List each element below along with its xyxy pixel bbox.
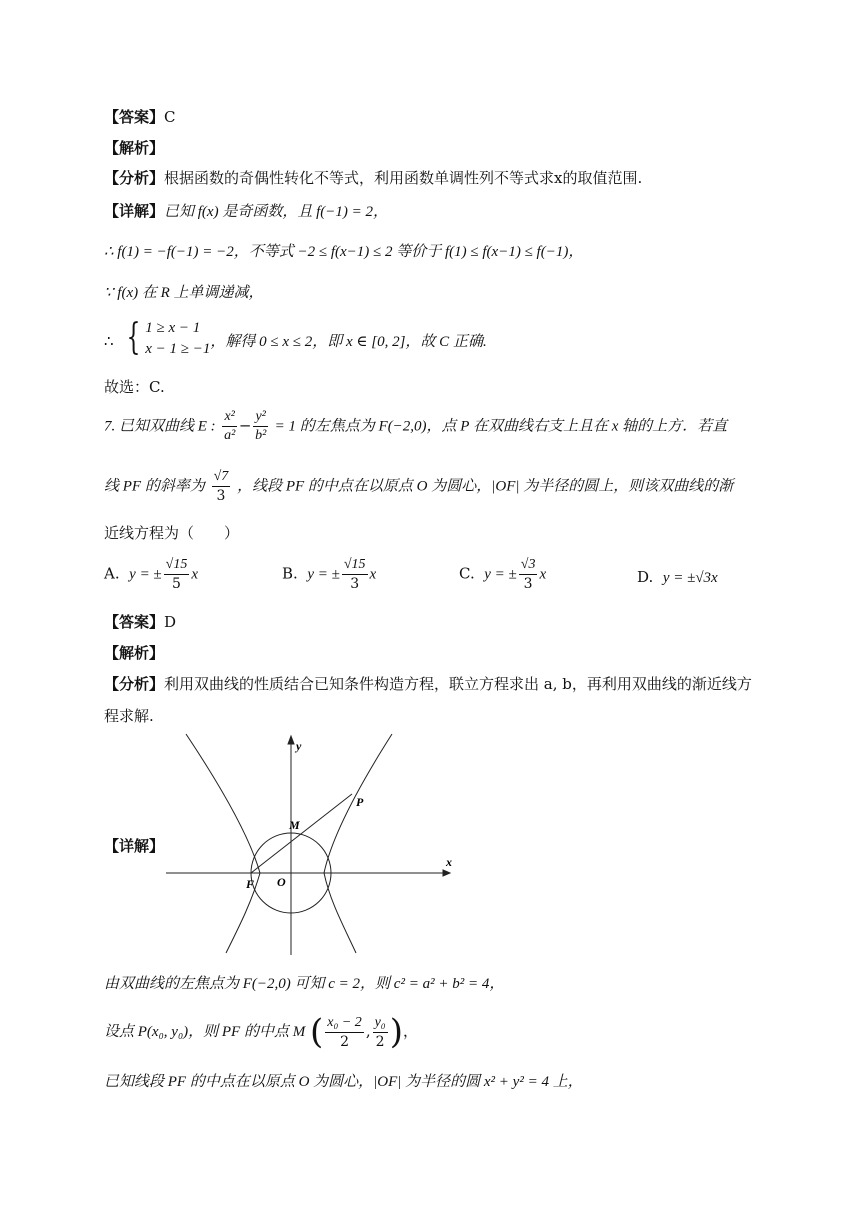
detail-line-3: ∵ f(x) 在 R 上单调递减， — [104, 285, 264, 301]
system-of-inequalities: 1 ≥ x − 1 x − 1 ≥ −1 — [145, 320, 211, 357]
detail-line-1: 【详解】已知 f(x) 是奇函数，且 f(−1) = 2， — [104, 202, 388, 220]
detail-line-2: ∴ f(1) = −f(−1) = −2，不等式 −2 ≤ f(x−1) ≤ 2 等价于 f(1) ≤ f(x−1) ≤ f(−1)， — [104, 244, 584, 260]
label-y: y — [296, 739, 302, 753]
stem-fraction-y: $\frac{\text{y²}}{\text{b²}}$ — [255, 409, 267, 443]
option-c: C. y = ± $\frac{√3}{3}$ x — [459, 557, 547, 592]
option-b: B. y = ± $\frac{√15}{3}$ x — [282, 557, 377, 592]
detail-line-last: 已知线段 PF 的中点在以原点 O 为圆心，|OF| 为半径的圆 x² + y² = 4 上， — [104, 1074, 583, 1090]
hyperbola-left-branch — [186, 734, 260, 953]
option-a: A. y = ± $\frac{√15}{5}$ x — [104, 557, 199, 592]
midpoint-paren-left: ( — [310, 1012, 324, 1052]
slope-fraction: $\frac{√7}{3}$ — [213, 469, 229, 504]
label-p: P — [356, 795, 364, 809]
detail-label-2: 【详解】 — [104, 837, 165, 855]
detail-line-m: 设点 P(x₀, y₀)，则 PF 的中点 M ( $\frac{\text{x₀ − 2}}{2}$ , $\frac{\text{y₀}}{2}$ )， — [104, 1012, 418, 1052]
q7-stem-line-1: 7. 已知双曲线 E : $\frac{\text{x²}}{\text{a²}}$ − $\frac{\text{y²}}{\text{b²}}$ = 1 的左焦点为 F(−2,0)，点 P 在双曲线右支上且在 x 轴的上方．若直 — [104, 409, 728, 443]
label-o: O — [277, 875, 286, 889]
label-f: F — [246, 877, 255, 891]
answer-line-1 — [104, 106, 176, 127]
detail-text-1: 已知 f(x) 是奇函数，且 f(−1) = 2， — [164, 204, 388, 220]
stem-fraction-x: $\frac{\text{x²}}{\text{a²}}$ — [224, 409, 236, 443]
fenxi-line-1: 【分析】根据函数的奇偶性转化不等式，利用函数单调性列不等式求x的取值范围. — [104, 169, 643, 187]
label-m: M — [289, 818, 300, 832]
y-axis-arrow — [288, 736, 294, 744]
hyperbola-right-branch — [324, 734, 392, 953]
midpoint-paren-right: ) — [389, 1012, 403, 1052]
detail-line-c: 由双曲线的左焦点为 F(−2,0) 可知 c = 2，则 c² = a² + b² = 4， — [104, 976, 505, 992]
q7-stem-line-3: 近线方程为（ ） — [104, 524, 240, 542]
answer-line-2: 【答案】D — [104, 613, 177, 631]
analysis-label-2: 【解析】 — [104, 644, 165, 662]
label-x: x — [446, 855, 452, 869]
choose-line-1: 故选：C. — [104, 378, 165, 396]
fenxi-text-1: 根据函数的奇偶性转化不等式，利用函数单调性列不等式求x的取值范围. — [164, 169, 643, 187]
answer-value: C — [164, 108, 176, 126]
answer-value-2: D — [164, 613, 177, 631]
q7-stem-line-2: 线 PF 的斜率为 $\frac{√7}{3}$ ，线段 PF 的中点在以原点 O 为圆心，|OF| 为半径的圆上，则该双曲线的渐 — [104, 469, 734, 504]
answer-label: 【答案】 — [104, 108, 165, 126]
fenxi-line-2: 【分析】利用双曲线的性质结合已知条件构造方程，联立方程求出 a, b，再利用双曲线的渐近线方 — [104, 675, 752, 693]
system-brace: { — [126, 317, 141, 358]
system-line: ∴ { 1 ≥ x − 1 x − 1 ≥ −1 ，解得 0 ≤ x ≤ 2，即 x ∈ [0, 2]，故 C 正确. — [104, 317, 487, 358]
option-d: D. y = ±√3x — [637, 568, 718, 586]
x-axis-arrow — [443, 870, 450, 876]
fenxi-line-2b: 程求解. — [104, 707, 154, 725]
hyperbola-figure — [160, 730, 460, 960]
analysis-label-1: 【解析】 — [104, 139, 165, 157]
